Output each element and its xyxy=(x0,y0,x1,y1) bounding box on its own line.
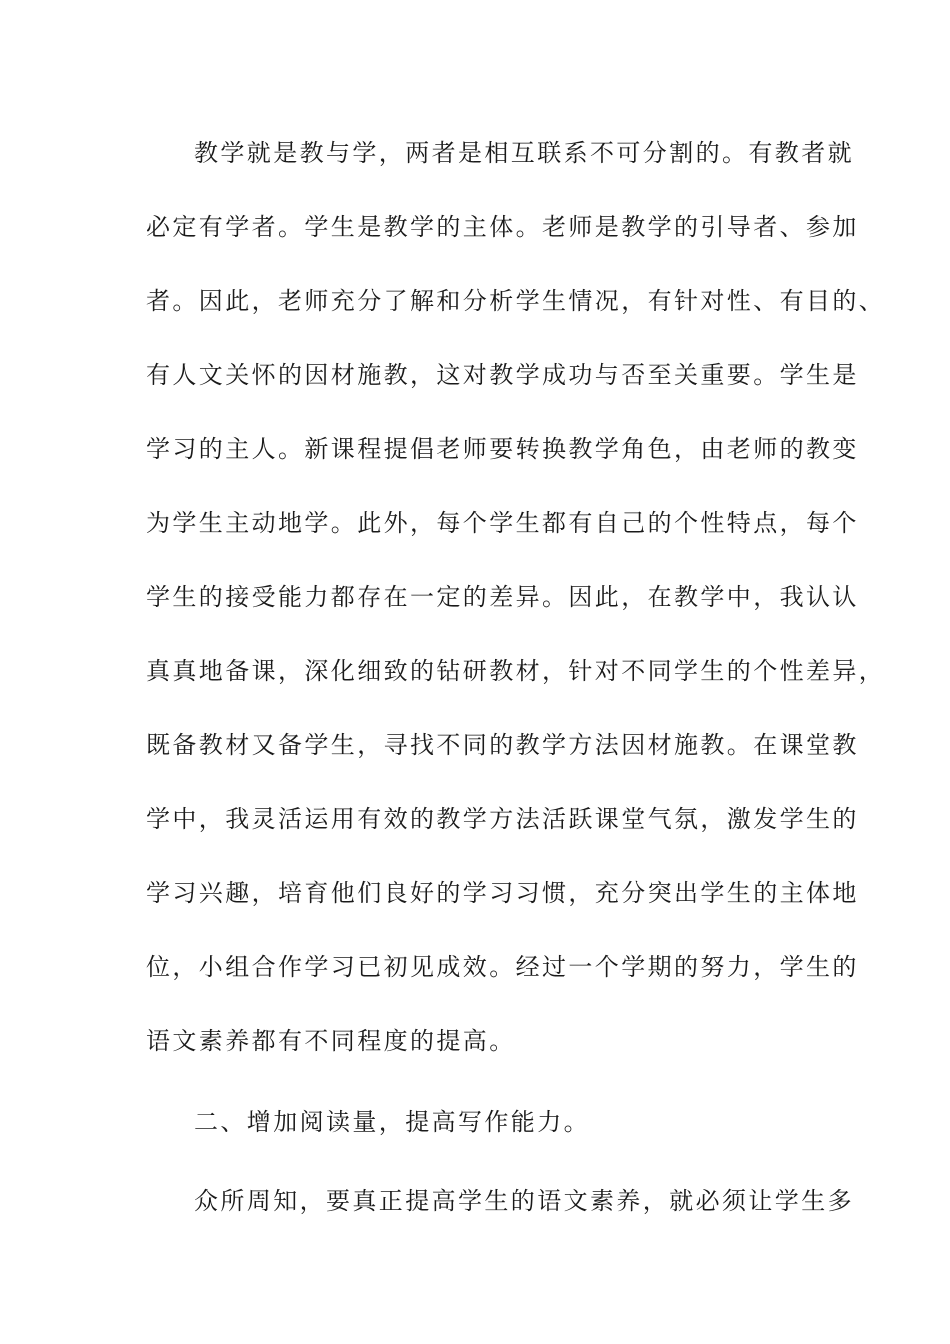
paragraph-1-line-4: 有人文关怀的因材施教，这对教学成功与否至关重要。学生是 xyxy=(146,361,859,389)
paragraph-1-line-6: 为学生主动地学。此外，每个学生都有自己的个性特点，每个 xyxy=(146,509,859,537)
paragraph-1-line-11: 学习兴趣，培育他们良好的学习习惯，充分突出学生的主体地 xyxy=(146,879,859,907)
paragraph-1-line-2: 必定有学者。学生是教学的主体。老师是教学的引导者、参加 xyxy=(146,213,859,241)
paragraph-1-line-13: 语文素养都有不同程度的提高。 xyxy=(146,1027,516,1055)
paragraph-1-line-5: 学习的主人。新课程提倡老师要转换教学角色，由老师的教变 xyxy=(146,435,859,463)
section-heading-2: 二、增加阅读量，提高写作能力。 xyxy=(194,1108,590,1136)
paragraph-1-line-12: 位，小组合作学习已初见成效。经过一个学期的努力，学生的 xyxy=(146,953,859,981)
paragraph-1-line-3: 者。因此，老师充分了解和分析学生情况，有针对性、有目的、 xyxy=(146,287,886,315)
paragraph-1-line-1: 教学就是教与学，两者是相互联系不可分割的。有教者就 xyxy=(194,139,854,167)
paragraph-1-line-8: 真真地备课，深化细致的钻研教材，针对不同学生的个性差异， xyxy=(146,657,886,685)
paragraph-2-line-1: 众所周知，要真正提高学生的语文素养，就必须让学生多 xyxy=(194,1187,854,1215)
paragraph-1-line-7: 学生的接受能力都存在一定的差异。因此，在教学中，我认认 xyxy=(146,583,859,611)
paragraph-1-line-10: 学中，我灵活运用有效的教学方法活跃课堂气氛，激发学生的 xyxy=(146,805,859,833)
paragraph-1-line-9: 既备教材又备学生，寻找不同的教学方法因材施教。在课堂教 xyxy=(146,731,859,759)
